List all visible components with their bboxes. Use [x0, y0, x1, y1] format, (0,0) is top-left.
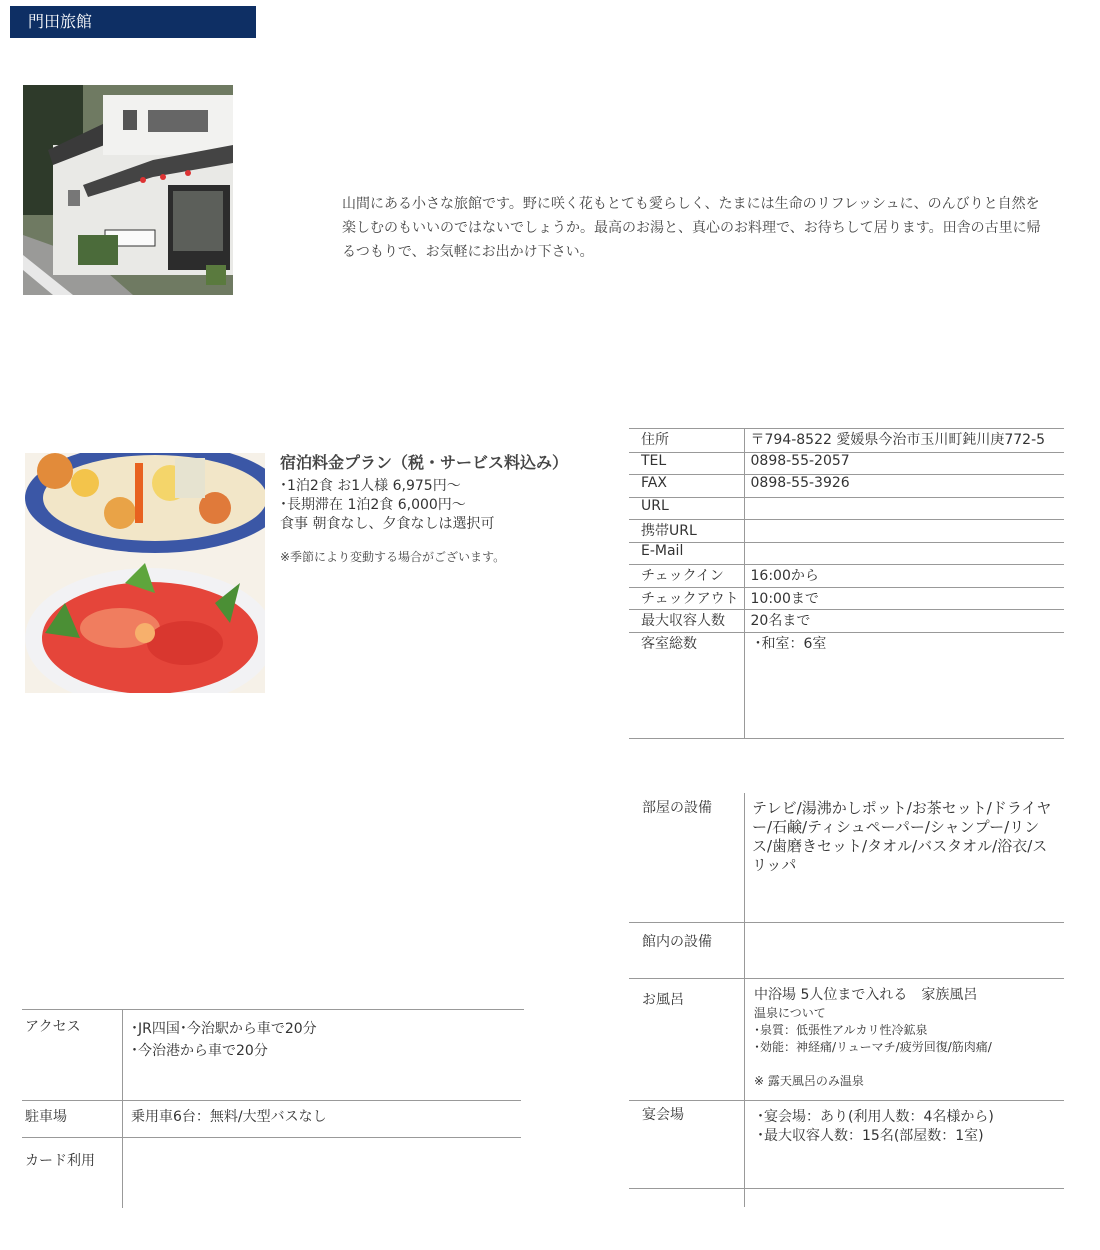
capacity-value: 20名まで [744, 609, 1064, 632]
page-title: 門田旅館 [10, 6, 256, 38]
tel-value: 0898-55-2057 [744, 452, 1064, 474]
plan-line: ･長期滞在 1泊2食 6,000円～ [280, 497, 466, 513]
checkout-label: チェックアウト [629, 587, 744, 609]
plan-note: ※季節により変動する場合がございます。 [280, 550, 506, 564]
checkin-value: 16:00から [744, 564, 1064, 587]
plan-line: ･1泊2食 お1人様 6,975円～ [280, 478, 461, 494]
checkout-value: 10:00まで [744, 587, 1064, 609]
mobile-url-value[interactable] [744, 519, 1064, 542]
address-value: 〒794-8522 愛媛県今治市玉川町鈍川庚772-5 [744, 429, 1064, 452]
parking-label: 駐車場 [25, 1109, 67, 1125]
banquet-line: ･宴会場：あり(利用人数：4名様から) [757, 1109, 994, 1125]
access-label: アクセス [25, 1019, 81, 1035]
plan-line: 食事 朝食なし、夕食なしは選択可 [280, 516, 495, 532]
bath-detail: ･効能：神経痛/リューマチ/疲労回復/筋肉痛/ [754, 1040, 992, 1054]
intro-text: 山間にある小さな旅館です。野に咲く花もとても愛らしく、たまには生命のリフレッシュに、のんびりと自然を楽しむのもいいのではないでしょうか。最高のお湯と、真心のお料理で、お待ちして居ります。田舎の古里に帰るつもりで、お気軽にお出かけ下さい。 [342, 196, 1041, 260]
email-label: E-Mail [629, 542, 744, 564]
bath-main: 中浴場 5人位まで入れる 家族風呂 [754, 987, 978, 1003]
building-facilities-label: 館内の設備 [642, 934, 712, 950]
bath-label: お風呂 [642, 992, 684, 1008]
mobile-url-label: 携帯URL [629, 519, 744, 542]
price-plan [280, 450, 600, 565]
food-photo [25, 453, 265, 693]
url-label: URL [629, 497, 744, 519]
access-value [131, 1018, 511, 1062]
banquet-label: 宴会場 [642, 1107, 684, 1123]
plan-title: 宿泊料金プラン（税・サービス料込み） [280, 453, 569, 472]
room-facilities-value: テレビ/湯沸かしポット/お茶セット/ドライヤー/石鹸/ティシュペーパー/シャンプー/リンス/歯磨きセット/タオル/バスタオル/浴衣/スリッパ [752, 799, 1052, 874]
bath-value [754, 986, 1054, 1090]
rooms-label: 客室総数 [629, 632, 744, 738]
email-value[interactable] [744, 542, 1064, 564]
room-facilities-label: 部屋の設備 [642, 800, 712, 816]
address-label: 住所 [629, 429, 744, 452]
banquet-line: ･最大収容人数：15名(部屋数：1室) [757, 1128, 984, 1144]
rooms-value: ･和室：6室 [744, 632, 1064, 738]
banquet-value [757, 1108, 1057, 1146]
fax-label: FAX [629, 474, 744, 497]
url-value[interactable] [744, 497, 1064, 519]
inn-building-photo [23, 85, 233, 295]
tel-label: TEL [629, 452, 744, 474]
parking-value: 乗用車6台：無料/大型バスなし [131, 1109, 327, 1125]
basic-info-table [629, 429, 1064, 739]
fax-value: 0898-55-3926 [744, 474, 1064, 497]
card-label: カード利用 [25, 1153, 95, 1169]
access-line: ･JR四国･今治駅から車で20分 [131, 1021, 317, 1037]
capacity-label: 最大収容人数 [629, 609, 744, 632]
bath-detail: 温泉について [754, 1006, 826, 1020]
checkin-label: チェックイン [629, 564, 744, 587]
access-line: ･今治港から車で20分 [131, 1043, 268, 1059]
bath-note: ※ 露天風呂のみ温泉 [754, 1074, 864, 1088]
bath-detail: ･泉質：低張性アルカリ性冷鉱泉 [754, 1023, 928, 1037]
